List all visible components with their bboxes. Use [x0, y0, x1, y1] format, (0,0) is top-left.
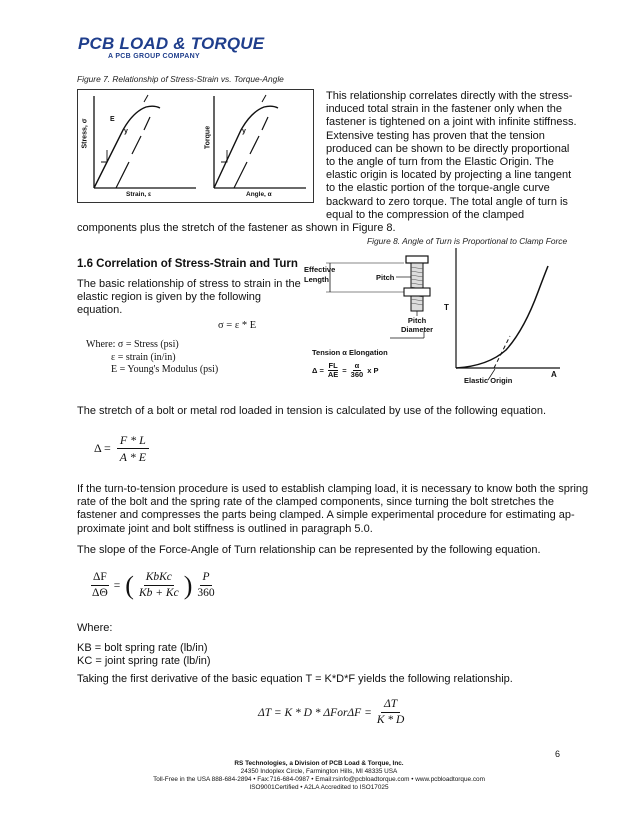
intro-line: produced can be shown to be directly proportional	[326, 142, 570, 155]
eq-deriv-num: ΔT	[381, 697, 400, 713]
eq-stretch-frac	[117, 432, 149, 465]
stretch-paragraph: The stretch of a bolt or metal rod loaded in tension is calculated by use of the following equation.	[77, 405, 547, 417]
eq-slope-lhs	[91, 570, 109, 601]
where-line: Where: σ = Stress (psi)	[86, 339, 179, 350]
eq-stretch-num: F * L	[117, 432, 149, 449]
eq-slope-mid	[139, 570, 179, 601]
fig8-effective-length	[304, 265, 335, 285]
intro-line: induced total strain in the fastener only when the	[326, 103, 563, 116]
section-paragraph	[77, 278, 301, 318]
where-line: ε = strain (in/in)	[111, 351, 176, 363]
fig8-fl: FL	[328, 361, 338, 370]
footer	[0, 760, 638, 792]
fig8-frac2	[351, 362, 364, 379]
turn-line: If the turn-to-tension procedure is used to establish clamping load, it is necessary to know both the spring	[77, 483, 589, 495]
fig8-a-axis: A	[551, 370, 557, 379]
fig8-frac1	[328, 362, 338, 379]
where-block	[86, 339, 218, 377]
intro-line-last: components plus the stretch of the fastener as shown in Figure 8.	[77, 222, 396, 234]
kc-definition: KC = joint spring rate (lb/in)	[77, 655, 211, 667]
section-line: equation.	[77, 304, 123, 317]
figure8-caption: Figure 8. Angle of Turn is Proportional to Clamp Force	[367, 236, 568, 246]
fig8-ae: AE	[327, 370, 339, 379]
turn-line: fastener and compresses the parts being clamped. A simple experimental procedure for estimating ap-	[77, 509, 575, 522]
derivative-paragraph: Taking the first derivative of the basic equation T = K*D*F yields the following relationship.	[77, 673, 513, 685]
eq-slope-paren-open: (	[125, 570, 134, 600]
fig8-effective: Effective	[304, 265, 336, 274]
eq-slope-equals: =	[113, 579, 121, 592]
company-logo	[78, 34, 265, 68]
eq-slope-right	[197, 570, 214, 601]
eq-stretch-delta: Δ =	[94, 441, 111, 455]
intro-line: fastener is tightened on a joint with infinite stiffness.	[326, 116, 577, 129]
where-label: Where:	[77, 622, 113, 634]
fig7-left-xlabel: Strain, ε	[126, 191, 152, 198]
fig7-left-ylabel: Stress, σ	[81, 118, 89, 149]
logo-brand-text: PCB LOAD & TORQUE	[78, 34, 265, 53]
turn-paragraph	[77, 483, 588, 536]
eq-deriv-left: ΔT = K * D * ΔForΔF =	[258, 706, 372, 719]
intro-line: This relationship correlates directly with the stress-	[326, 90, 573, 102]
turn-line: rate of the bolt and the spring rate of the clamped components, since turning the bolt stretches the	[77, 496, 554, 509]
fig8-pitch: Pitch	[376, 273, 395, 282]
fig8-t-axis: T	[444, 303, 449, 312]
eq-deriv-frac	[377, 697, 404, 728]
eq-deriv-den: K * D	[376, 714, 405, 726]
intro-line: equal to the compression of the clamped	[326, 208, 525, 221]
footer-company: RS Technologies, a Division of PCB Load & Torque, Inc.	[234, 760, 404, 767]
fig8-tension: Tension α Elongation	[312, 348, 388, 357]
page-number: 6	[555, 749, 561, 759]
eq-slope-lhs-num: ΔF	[91, 570, 109, 586]
section-line: The basic relationship of stress to strain in the	[77, 278, 301, 290]
eq-slope-mid-den: Kb + Kc	[138, 587, 179, 599]
equation-stress-strain: σ = ε * E	[218, 320, 257, 331]
eq-slope-paren-close: )	[183, 570, 193, 600]
fig8-formula	[312, 362, 378, 379]
fig7-right-mark-y: y	[242, 128, 246, 135]
intro-line: to the angle of turn from the Elastic Origin. The	[326, 156, 554, 169]
figure8	[298, 248, 566, 388]
figure7-plots	[78, 90, 313, 202]
turn-line: proximate joint and bolt stiffness is outlined in paragraph 5.0.	[77, 522, 373, 535]
eq-slope-lhs-den: ΔΘ	[92, 587, 108, 599]
slope-paragraph: The slope of the Force-Angle of Turn relationship can be represented by the following equation.	[77, 544, 541, 556]
intro-line: backward to zero torque. The total angle of turn is	[326, 195, 568, 208]
equation-derivative	[258, 697, 404, 728]
logo-subtitle: A PCB GROUP COMPANY	[108, 53, 200, 60]
fig7-left-mark-y: y	[124, 128, 128, 135]
eq-stretch-den: A * E	[119, 450, 147, 464]
figure7-caption: Figure 7. Relationship of Stress-Strain vs. Torque-Angle	[77, 74, 284, 84]
intro-line: elastic origin is located by projecting a line tangent	[326, 169, 572, 182]
eq-slope-mid-num: KbKc	[144, 570, 174, 586]
eq-slope-r-den: 360	[197, 587, 215, 599]
fig8-elastic-origin: Elastic Origin	[464, 376, 513, 385]
kb-definition: KB = bolt spring rate (lb/in)	[77, 642, 208, 654]
figure7-box	[77, 89, 314, 203]
fig8-length: Length	[304, 275, 329, 284]
fig8-diameter: Diameter	[401, 325, 434, 334]
fig8-pitch-diameter	[401, 316, 433, 334]
section-line: elastic region is given by the following	[77, 291, 262, 304]
intro-line: to the elastic portion of the torque-angle curve	[326, 182, 550, 195]
section-heading: 1.6 Correlation of Stress-Strain and Turn	[77, 258, 298, 270]
fig8-alpha: α	[354, 361, 360, 370]
fig8-360: 360	[350, 370, 364, 379]
fig7-right-ylabel: Torque	[204, 125, 212, 150]
equation-slope	[91, 570, 215, 601]
footer-address: 24350 Indoplex Circle, Farmington Hills, MI 48335 USA	[240, 768, 398, 775]
where-line: E = Young's Modulus (psi)	[111, 364, 219, 375]
fig7-mark-e: E	[110, 116, 115, 123]
fig8-pitch2: Pitch	[407, 316, 427, 325]
equation-stretch	[94, 432, 149, 465]
fig7-right-xlabel: Angle, α	[246, 191, 272, 198]
intro-line: Extensive testing has proven that the tension	[326, 129, 545, 142]
fig8-xp: x P	[367, 366, 379, 375]
footer-certification: ISO9001Certified • A2LA Accredited to ISO17025	[249, 784, 389, 791]
fig8-delta: Δ =	[312, 366, 324, 375]
fig8-eq: =	[342, 366, 347, 375]
eq-slope-r-num: P	[200, 570, 211, 586]
intro-paragraph	[326, 90, 577, 222]
footer-contact: Toll-Free in the USA 888-684-2894 • Fax:716-684-0987 • Email:rsinfo@pcbloadtorque.com • www.pcbloadtorque.com	[153, 776, 485, 783]
